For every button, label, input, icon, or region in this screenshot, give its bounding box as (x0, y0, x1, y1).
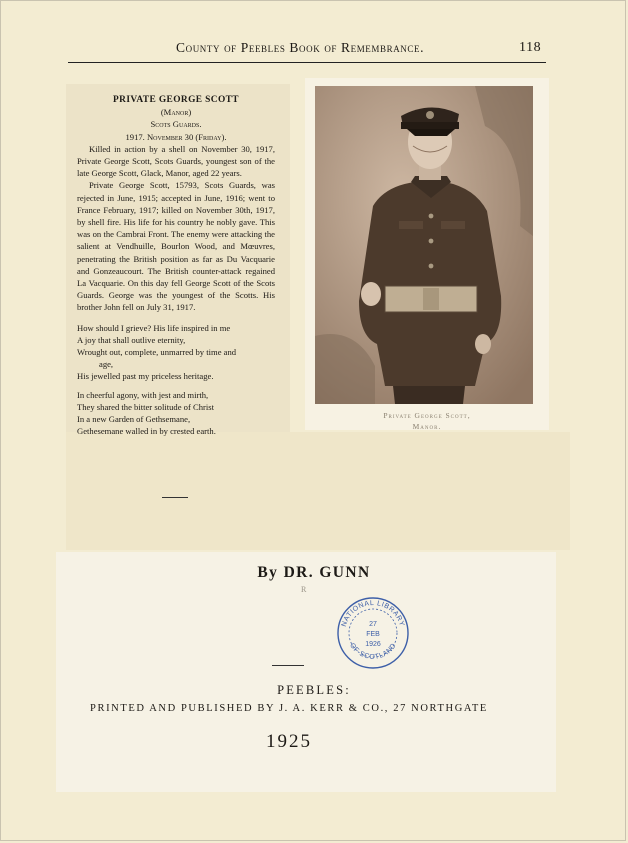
stamp-year: 1926 (365, 641, 381, 648)
soldier-portrait (315, 86, 533, 404)
poem-line: age, (99, 359, 114, 370)
poem (77, 322, 275, 438)
stamp-month: FEB (366, 631, 380, 638)
pencil-mark: R (301, 585, 307, 594)
poem-line: Wrought out, complete, unmarred by time and (77, 347, 237, 358)
stamp-text-bottom: OF SCOTLAND (348, 642, 398, 661)
stamp-day: 27 (369, 621, 377, 628)
stamp-text-top: NATIONAL LIBRARY (340, 599, 406, 628)
publication-place: PEEBLES: (277, 683, 351, 697)
header-rule (68, 62, 546, 63)
bio-end-rule (162, 497, 188, 498)
caption-name: Private George Scott, (383, 411, 471, 420)
death-date: 1917. November 30 (Friday). (125, 131, 227, 142)
poem-line: How should I grieve? His life inspired in me (77, 322, 231, 333)
soldier-regiment: Scots Guards. (150, 119, 202, 130)
library-stamp (336, 596, 410, 670)
caption-place: Manor. (412, 422, 442, 431)
poem-line: A joy that shall outlive eternity, (77, 334, 186, 345)
poem-line: They shared the bitter solitude of Christ (77, 401, 214, 412)
title-rule (272, 665, 304, 666)
publication-year: 1925 (266, 731, 312, 752)
author-line: By DR. GUNN (257, 564, 371, 581)
poem-line: His jewelled past my priceless heritage. (77, 371, 214, 382)
biography (77, 94, 275, 437)
running-title: County of Peebles Book of Remembrance. (176, 40, 425, 55)
printer-line: PRINTED AND PUBLISHED BY J. A. KERR & CO., 27 NORTHGATE (90, 703, 488, 714)
poem-line: Gethesemane walled in by crested earth. (77, 426, 216, 437)
bio-paragraph-1: Killed in action by a shell on November 30, 1917, Private George Scott, Scots Guards, youngest son of the late George Scott, Glack, Manor, aged 22 years. (77, 143, 275, 179)
bio-paragraph-2: Private George Scott, 15793, Scots Guards, was rejected in June, 1915; accepted in June, 1916; went to France February, 1917; killed on November 30th, 1917, by shell fire. His life for his country he nobly gave. This was on the Cambrai Front. The enemy were attacking the salient at Vendhuille, Bourlon Wood, and Mœuvres, penetrating the British position as far as Du Vacquarie and Gonzeaucourt. The British counter-attack regained La Vacquarie. On this day fell George Scott of the Scots Guards. George was the youngest of the Scotts. His brother John fell on July 31, 1917. (77, 180, 275, 313)
photo-caption (305, 410, 549, 432)
portrait-illustration (315, 86, 533, 404)
poem-line: In cheerful agony, with jest and mirth, (77, 389, 209, 400)
page-number: 118 (519, 40, 542, 55)
soldier-place: (Manor) (160, 107, 192, 118)
paper-strip (66, 432, 570, 550)
soldier-name: PRIVATE GEORGE SCOTT (113, 95, 239, 105)
poem-line: In a new Garden of Gethsemane, (77, 414, 191, 425)
